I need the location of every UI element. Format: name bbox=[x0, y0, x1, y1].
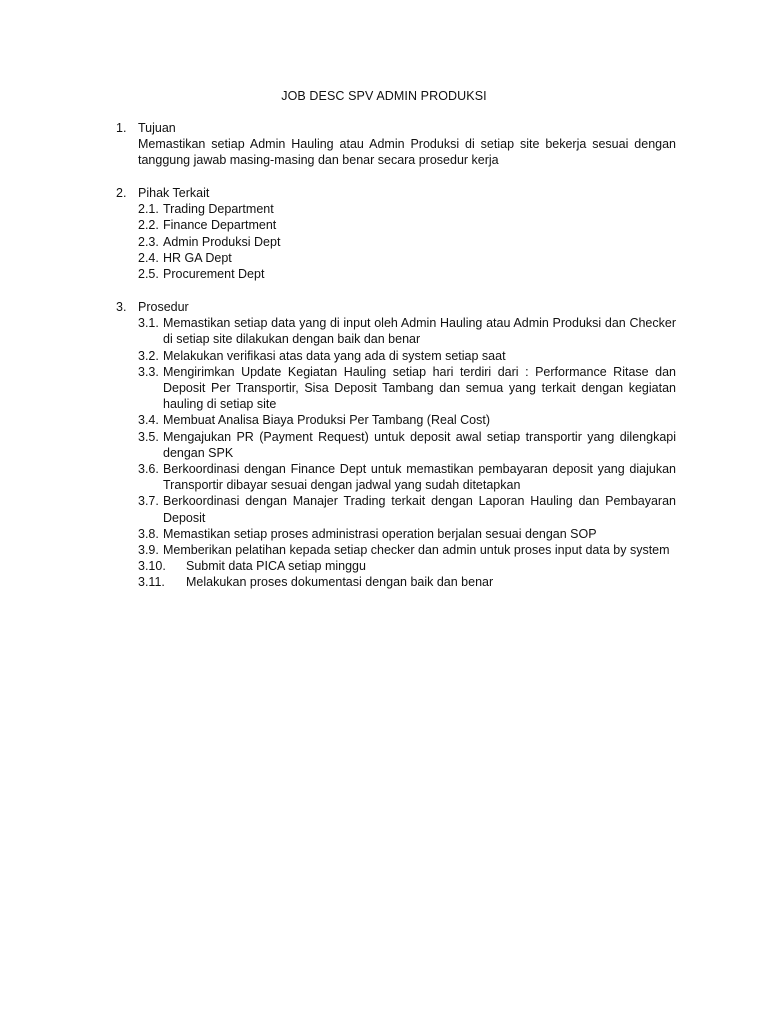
item-text: Mengajukan PR (Payment Request) untuk deposit awal setiap transportir yang dilengkapi dengan SPK bbox=[163, 429, 676, 460]
list-item bbox=[138, 461, 676, 493]
section-heading bbox=[116, 185, 676, 201]
item-text: Procurement Dept bbox=[163, 267, 265, 282]
item-number: 2.5. bbox=[138, 267, 159, 282]
item-text: Berkoordinasi dengan Manajer Trading terkait dengan Laporan Hauling dan Pembayaran Deposit bbox=[163, 494, 676, 525]
list-item bbox=[138, 493, 676, 525]
item-text: Berkoordinasi dengan Finance Dept untuk memastikan pembayaran deposit yang diajukan Transportir dibayar sesuai dengan jadwal yang sudah ditetapkan bbox=[163, 462, 676, 493]
section-pihak-terkait bbox=[116, 185, 676, 282]
list-item bbox=[138, 574, 676, 590]
item-text: Admin Produksi Dept bbox=[163, 234, 281, 249]
item-number: 3.5. bbox=[138, 429, 159, 444]
section-body: Memastikan setiap Admin Hauling atau Admin Produksi di setiap site bekerja sesuai dengan tanggung jawab masing-masing dan benar secara prosedur kerja bbox=[138, 137, 676, 168]
item-text: Memberikan pelatihan kepada setiap checker dan admin untuk proses input data by system bbox=[163, 543, 670, 558]
item-number: 3.1. bbox=[138, 316, 159, 331]
list-item bbox=[138, 201, 676, 217]
item-number: 3.9. bbox=[138, 543, 159, 558]
list-item bbox=[138, 542, 676, 558]
list-item bbox=[138, 217, 676, 233]
section-title: Pihak Terkait bbox=[138, 186, 210, 200]
section-tujuan bbox=[116, 120, 676, 169]
section-prosedur bbox=[116, 299, 676, 591]
item-number: 3.2. bbox=[138, 348, 159, 363]
item-text: HR GA Dept bbox=[163, 250, 232, 265]
item-text: Memastikan setiap data yang di input oleh Admin Hauling atau Admin Produksi dan Checker di setiap site dilakukan dengan baik dan benar bbox=[163, 316, 676, 347]
document-title: JOB DESC SPV ADMIN PRODUKSI bbox=[281, 89, 487, 103]
list-item bbox=[138, 266, 676, 282]
section-number: 1. bbox=[116, 121, 127, 135]
item-number: 3.7. bbox=[138, 494, 159, 509]
section-number: 3. bbox=[116, 300, 127, 314]
item-number: 3.4. bbox=[138, 413, 159, 428]
item-text: Trading Department bbox=[163, 202, 274, 217]
item-number: 2.2. bbox=[138, 218, 159, 233]
item-text: Mengirimkan Update Kegiatan Hauling setiap hari terdiri dari : Performance Ritase dan Deposit Per Transportir, Sisa Deposit Tambang dan semua yang terkait dengan kegiatan hauling di setiap site bbox=[163, 364, 676, 412]
item-text: Membuat Analisa Biaya Produksi Per Tambang (Real Cost) bbox=[163, 413, 491, 428]
item-text: Melakukan proses dokumentasi dengan baik dan benar bbox=[186, 575, 494, 590]
list-item bbox=[138, 364, 676, 413]
item-number: 2.3. bbox=[138, 234, 159, 249]
item-number: 3.11. bbox=[138, 575, 165, 590]
list-item bbox=[138, 412, 676, 428]
section-heading bbox=[116, 299, 676, 315]
section-number: 2. bbox=[116, 186, 127, 200]
item-number: 3.8. bbox=[138, 526, 159, 541]
list-item bbox=[138, 526, 676, 542]
list-item bbox=[138, 348, 676, 364]
item-text: Memastikan setiap proses administrasi operation berjalan sesuai dengan SOP bbox=[163, 526, 597, 541]
item-number: 2.1. bbox=[138, 202, 159, 217]
item-number: 2.4. bbox=[138, 250, 159, 265]
list-item bbox=[138, 429, 676, 461]
list-item bbox=[138, 315, 676, 347]
item-number: 3.6. bbox=[138, 462, 159, 477]
item-number: 3.10. bbox=[138, 559, 166, 574]
list-item bbox=[138, 250, 676, 266]
item-number: 3.3. bbox=[138, 364, 159, 379]
section-heading bbox=[116, 120, 676, 136]
list-item bbox=[138, 558, 676, 574]
item-text: Melakukan verifikasi atas data yang ada di system setiap saat bbox=[163, 348, 506, 363]
section-title: Tujuan bbox=[138, 121, 176, 135]
item-text: Submit data PICA setiap minggu bbox=[186, 559, 366, 574]
section-title: Prosedur bbox=[138, 300, 189, 314]
list-item bbox=[138, 234, 676, 250]
item-text: Finance Department bbox=[163, 218, 277, 233]
